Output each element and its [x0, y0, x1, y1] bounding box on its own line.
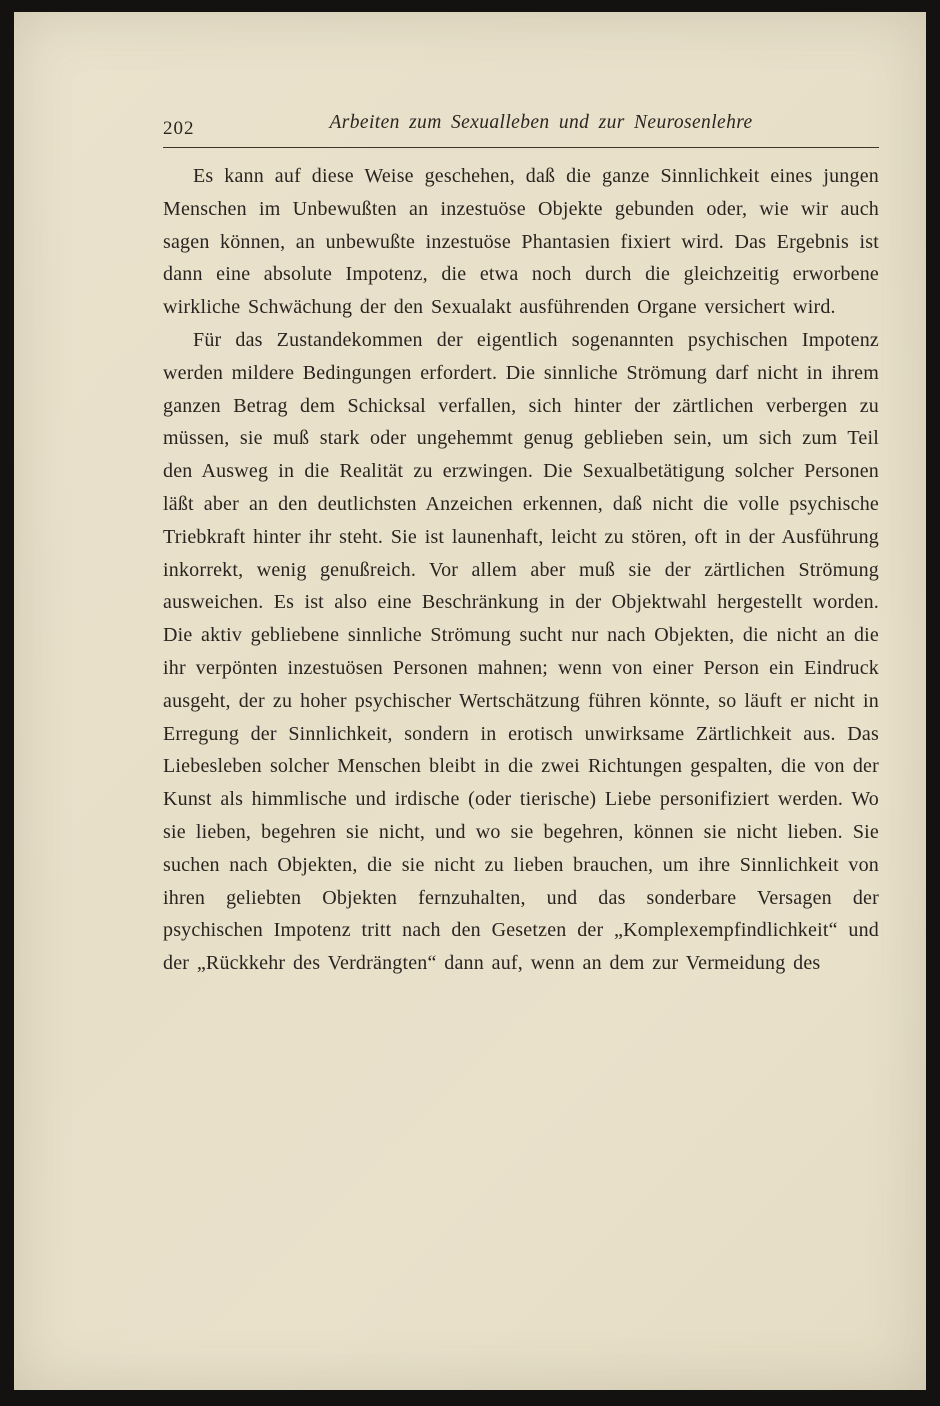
- book-page: [14, 12, 926, 1390]
- header-rule: [163, 147, 879, 148]
- page-number: 202: [163, 118, 195, 139]
- body-text: [163, 160, 879, 980]
- page-header: [163, 112, 879, 142]
- text-column: [163, 112, 879, 980]
- body-paragraph-2: Für das Zustandekommen der eigentlich sogenannten psychischen Impotenz werden mildere Bedingungen erfordert. Die sinnliche Strömung darf nicht in ihrem ganzen Betrag dem Schicksal verfallen, sich hinter der zärtlichen verbergen zu müssen, sie muß stark oder ungehemmt genug geblieben sein, um sich zum Teil den Ausweg in die Realität zu erzwingen. Die Sexualbetätigung solcher Personen läßt aber an den deutlichsten Anzeichen erkennen, daß nicht die volle psychische Triebkraft hinter ihr steht. Sie ist launenhaft, leicht zu stören, oft in der Ausführung inkorrekt, wenig genußreich. Vor allem aber muß sie der zärtlichen Strömung ausweichen. Es ist also eine Beschränkung in der Objektwahl hergestellt worden. Die aktiv gebliebene sinnliche Strömung sucht nur nach Objekten, die nicht an die ihr verpönten inzestuösen Personen mahnen; wenn von einer Person ein Eindruck ausgeht, der zu hoher psychischer Wertschätzung führen könnte, so läuft er nicht in Erregung der Sinnlichkeit, sondern in erotisch unwirksame Zärtlichkeit aus. Das Liebesleben solcher Menschen bleibt in die zwei Richtungen gespalten, die von der Kunst als himmlische und irdische (oder tierische) Liebe personifiziert werden. Wo sie lieben, begehren sie nicht, und wo sie begehren, können sie nicht lieben. Sie suchen nach Objekten, die sie nicht zu lieben brauchen, um ihre Sinnlichkeit von ihren geliebten Objekten fernzuhalten, und das sonderbare Versagen der psychischen Impotenz tritt nach den Gesetzen der „Komplexempfindlichkeit“ und der „Rückkehr des Verdrängten“ dann auf, wenn an dem zur Vermeidung des: [163, 328, 879, 975]
- running-header: Arbeiten zum Sexualleben und zur Neurosenlehre: [329, 112, 753, 133]
- body-paragraph-1: Es kann auf diese Weise geschehen, daß die ganze Sinnlichkeit eines jungen Menschen im Unbewußten an inzestuöse Objekte gebunden oder, wie wir auch sagen können, an unbewußte inzestuöse Phantasien fixiert wird. Das Ergebnis ist dann eine absolute Impotenz, die etwa noch durch die gleichzeitig erworbene wirkliche Schwächung der den Sexualakt ausführenden Organe versichert wird.: [163, 165, 879, 319]
